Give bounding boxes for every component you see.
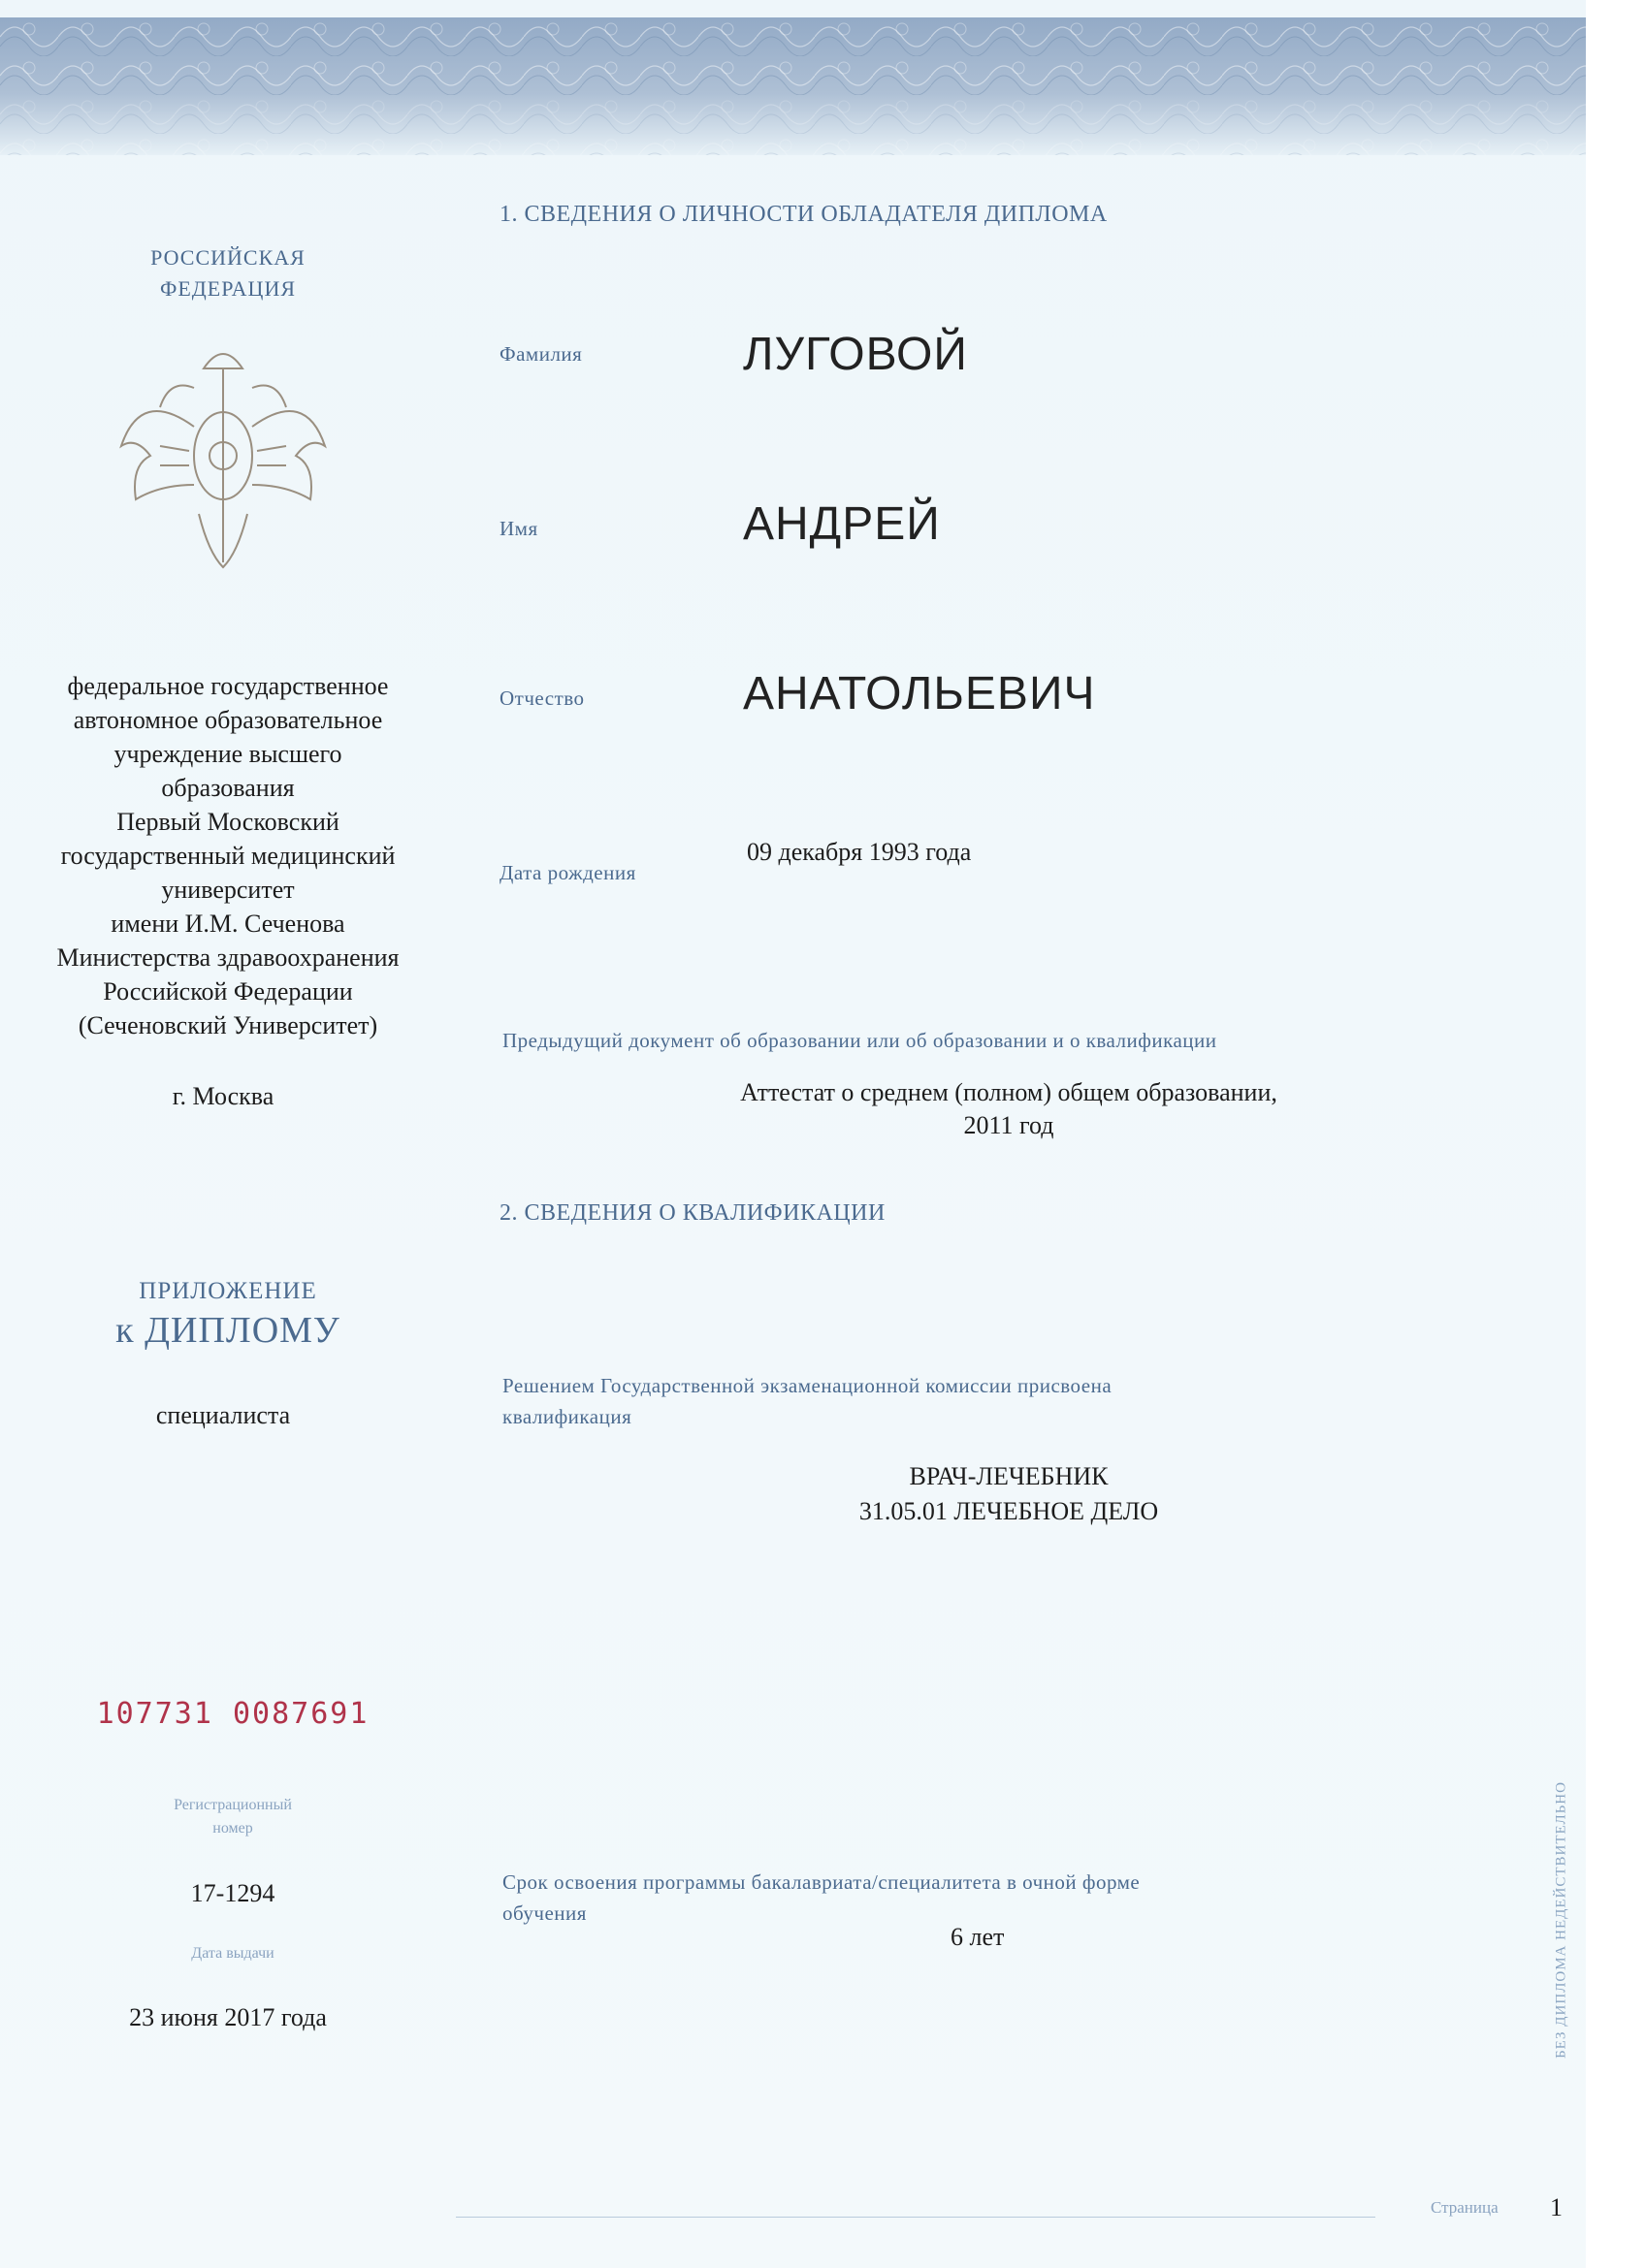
org-line: имени И.М. Сеченова [111, 910, 345, 938]
guilloche-band [0, 17, 1586, 155]
appendix-line-1: ПРИЛОЖЕНИЕ [139, 1278, 317, 1304]
org-line: Министерства здравоохранения [56, 943, 400, 972]
surname-label: Фамилия [500, 342, 583, 366]
footer-rule [456, 2217, 1375, 2218]
patronymic-value: АНАТОЛЬЕВИЧ [743, 668, 1096, 719]
previous-document-label: Предыдущий документ об образовании или об образовании и о квалификации [502, 1029, 1217, 1052]
section-2-title: 2. СВЕДЕНИЯ О КВАЛИФИКАЦИИ [500, 1200, 886, 1226]
prev-doc-line-2: 2011 год [963, 1111, 1054, 1139]
country-line-2: ФЕДЕРАЦИЯ [159, 276, 297, 301]
study-term-value: 6 лет [951, 1923, 1005, 1951]
name-value: АНДРЕЙ [743, 498, 941, 550]
previous-document-value [500, 1076, 1518, 1142]
org-line: Первый Московский [116, 808, 339, 836]
org-line: Российской Федерации [103, 977, 353, 1006]
study-term-label [502, 1867, 1140, 1929]
issue-date-label: Дата выдачи [191, 1945, 274, 1962]
blank-serial-number: 107731 0087691 [96, 1697, 370, 1731]
qual-label-line-2: квалификация [502, 1405, 632, 1428]
surname-value: ЛУГОВОЙ [743, 329, 968, 380]
birth-date-label: Дата рождения [500, 861, 636, 884]
reg-label-line-2: номер [212, 1820, 253, 1837]
org-line: образования [161, 774, 295, 802]
name-label: Имя [500, 517, 538, 540]
term-label-line-1: Срок освоения программы бакалавриата/специалитета в очной форме [502, 1870, 1141, 1894]
birth-date-value: 09 декабря 1993 года [747, 838, 972, 866]
reg-label-line-1: Регистрационный [174, 1797, 292, 1813]
qualification-label [502, 1370, 1112, 1432]
side-validity-text: БЕЗ ДИПЛОМА НЕДЕЙСТВИТЕЛЬНО [1553, 1781, 1569, 2059]
org-line: (Сеченовский Университет) [78, 1011, 378, 1039]
country-line-1: РОССИЙСКАЯ [150, 245, 306, 270]
reg-number-label [0, 1794, 466, 1840]
page-label: Страница [1431, 2198, 1499, 2217]
section-1-title: 1. СВЕДЕНИЯ О ЛИЧНОСТИ ОБЛАДАТЕЛЯ ДИПЛОМА [500, 202, 1108, 227]
patronymic-label: Отчество [500, 687, 585, 710]
prev-doc-line-1: Аттестат о среднем (полном) общем образовании, [740, 1078, 1277, 1106]
org-line: учреждение высшего [113, 740, 342, 768]
qualification-value [500, 1459, 1518, 1529]
country-block [0, 242, 456, 304]
coat-of-arms-emblem [102, 330, 344, 587]
term-label-line-2: обучения [502, 1901, 587, 1925]
side-validity-note [1552, 1736, 1571, 2104]
qual-label-line-1: Решением Государственной экзаменационной комиссии присвоена [502, 1374, 1113, 1397]
appendix-line-2: к ДИПЛОМУ [115, 1310, 340, 1351]
qual-line-2: 31.05.01 ЛЕЧЕБНОЕ ДЕЛО [858, 1497, 1159, 1525]
appendix-title [0, 1278, 456, 1352]
org-line: автономное образовательное [73, 706, 383, 734]
reg-number: 17-1294 [190, 1879, 275, 1907]
issue-date: 23 июня 2017 года [129, 2003, 327, 2031]
page-number: 1 [1550, 2193, 1563, 2221]
org-line: университет [161, 876, 295, 904]
qual-line-1: ВРАЧ-ЛЕЧЕБНИК [909, 1462, 1109, 1490]
degree-level: специалиста [155, 1401, 291, 1429]
city: г. Москва [172, 1082, 274, 1110]
org-line: государственный медицинский [60, 842, 396, 870]
org-line: федеральное государственное [67, 672, 389, 700]
institution-name [0, 669, 456, 1042]
